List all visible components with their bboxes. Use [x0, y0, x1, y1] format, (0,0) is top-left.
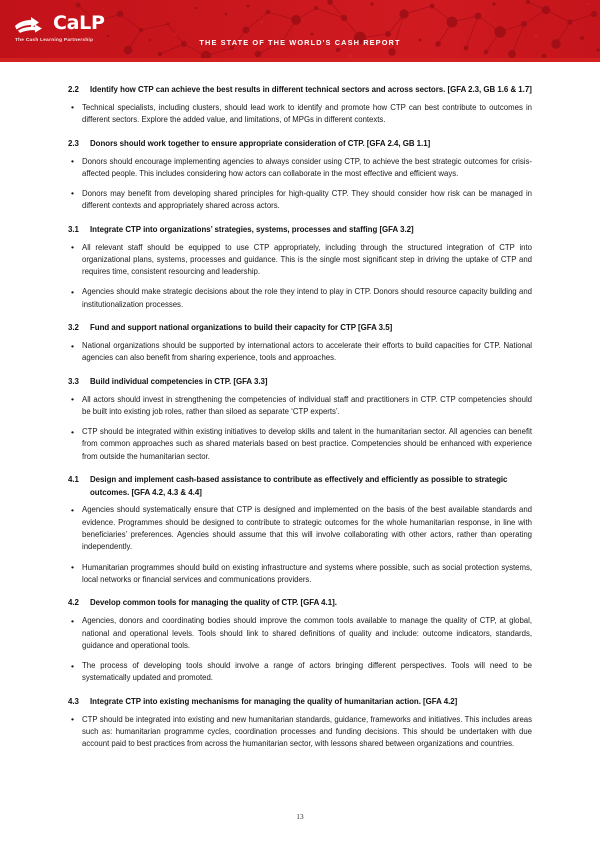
page-number: 13: [296, 812, 304, 821]
section-heading: [68, 322, 532, 334]
report-title: THE STATE OF THE WORLD'S CASH REPORT: [199, 38, 401, 47]
bullet-item: • Agencies, donors and coordinating bodies should improve the common tools available to manage the quality of CTP, at global, national and operational levels. Tools should link to shared definitions of quality and include: outcome indicators, standards, guidance and operational tools.: [68, 615, 532, 652]
bullet-item: • Technical specialists, including clusters, should lead work to identify and promote how CTP can best contribute to outcomes in different sectors. Explore the added value, and limitations, of MPGs in different contexts.: [68, 102, 532, 127]
section-heading: [68, 224, 532, 236]
section-title: Integrate CTP into organizations’ strategies, systems, processes and staffing [GFA 3.2]: [90, 224, 414, 234]
section-title: Develop common tools for managing the quality of CTP. [GFA 4.1].: [90, 598, 337, 608]
section-title: Design and implement cash-based assistance to contribute as effectively and efficiently as possible to strategic outcomes. [GFA 4.2, 4.3 & 4.4]: [90, 475, 508, 497]
section-number: 3.3: [68, 376, 79, 386]
section-number: 4.2: [68, 598, 79, 608]
bullet-item: • Donors should encourage implementing agencies to always consider using CTP, to achieve the best strategic outcomes for crisis-affected people. This includes considering how actors can collaborate in the most effective and efficient ways.: [68, 156, 532, 181]
bullet-item: • Donors may benefit from developing shared principles for high-quality CTP. They should consider how risk can be managed in different contexts and appropriately shared across actors.: [68, 188, 532, 213]
section-heading: [68, 474, 532, 499]
bullet-item: • All actors should invest in strengthening the competencies of individual staff and practitioners in CTP. CTP competencies should be built into existing job roles, rather than siloed as separate ‘CTP experts’.: [68, 394, 532, 419]
section-heading: [68, 376, 532, 388]
section-number: 3.1: [68, 224, 79, 234]
page-header-banner: [0, 0, 600, 62]
bullet-item: • CTP should be integrated within existing initiatives to develop skills and talent in the humanitarian sector. All agencies can benefit from common approaches such as shared materials based on best practice. Competencies should be enhanced with experience from outside the humanitarian sector.: [68, 426, 532, 463]
logo-tagline: The Cash Learning Partnership: [15, 37, 94, 42]
bullet-item: • Humanitarian programmes should build on existing infrastructure and systems where possible, such as social protection systems, local networks or financial services and communications providers.: [68, 562, 532, 587]
section-heading: [68, 84, 532, 96]
bullet-item: • Agencies should systematically ensure that CTP is designed and implemented on the basis of the best available standards and evidence. Programmes should be designed to contribute to strategic outcomes for the whole humanitarian response, in line with beneficiaries’ preferences. Agencies should assume that this will involve collaborating with other actors, rather than operating independently.: [68, 504, 532, 553]
document-content: [68, 84, 532, 758]
section-heading: [68, 138, 532, 150]
section-heading: [68, 696, 532, 708]
section-title: Integrate CTP into existing mechanisms for managing the quality of humanitarian action. [GFA 4.2]: [90, 696, 458, 706]
bullet-item: • The process of developing tools should involve a range of actors bringing different perspectives. Tools will need to be systematically updated and promoted.: [68, 660, 532, 685]
section-title: Donors should work together to ensure appropriate consideration of CTP. [GFA 2.4, GB 1.1]: [90, 138, 431, 148]
bullet-item: • All relevant staff should be equipped to use CTP appropriately, including through the structured integration of CTP into organizational plans, systems, processes and guidance. This is the single most significant step in driving the uptake of CTP and requires time, consistent resourcing and leadership.: [68, 242, 532, 279]
section-number: 2.3: [68, 138, 79, 148]
bullet-item: • Agencies should make strategic decisions about the role they intend to play in CTP. Donors should resource capacity building and institutionalization processes.: [68, 286, 532, 311]
section-number: 4.3: [68, 696, 79, 706]
section-number: 3.2: [68, 323, 79, 333]
bullet-item: • National organizations should be supported by international actors to accelerate their efforts to build capacities for CTP. National agencies can also benefit from sharing experience, tools and approaches.: [68, 340, 532, 365]
section-title: Identify how CTP can achieve the best results in different technical sectors and across sectors. [GFA 2.3, GB 1.6 & 1.7]: [90, 85, 532, 94]
bullet-item: • CTP should be integrated into existing and new humanitarian standards, guidance, frameworks and initiatives. This includes areas such as: humanitarian programme cycles, coordination processes and funding decisions. This should be undertaken with due account paid to best practices from across the humanitarian sector, with lessons shared between organizations and countries.: [68, 714, 532, 751]
section-title: Fund and support national organizations to build their capacity for CTP [GFA 3.5]: [90, 323, 393, 333]
section-number: 4.1: [68, 475, 79, 485]
section-number: 2.2: [68, 85, 79, 94]
header-bottom-strip: [0, 58, 600, 62]
section-heading: [68, 597, 532, 609]
section-title: Build individual competencies in CTP. [GFA 3.3]: [90, 376, 268, 386]
logo-wordmark: CaLP: [53, 12, 105, 34]
hand-icon: [14, 15, 50, 35]
